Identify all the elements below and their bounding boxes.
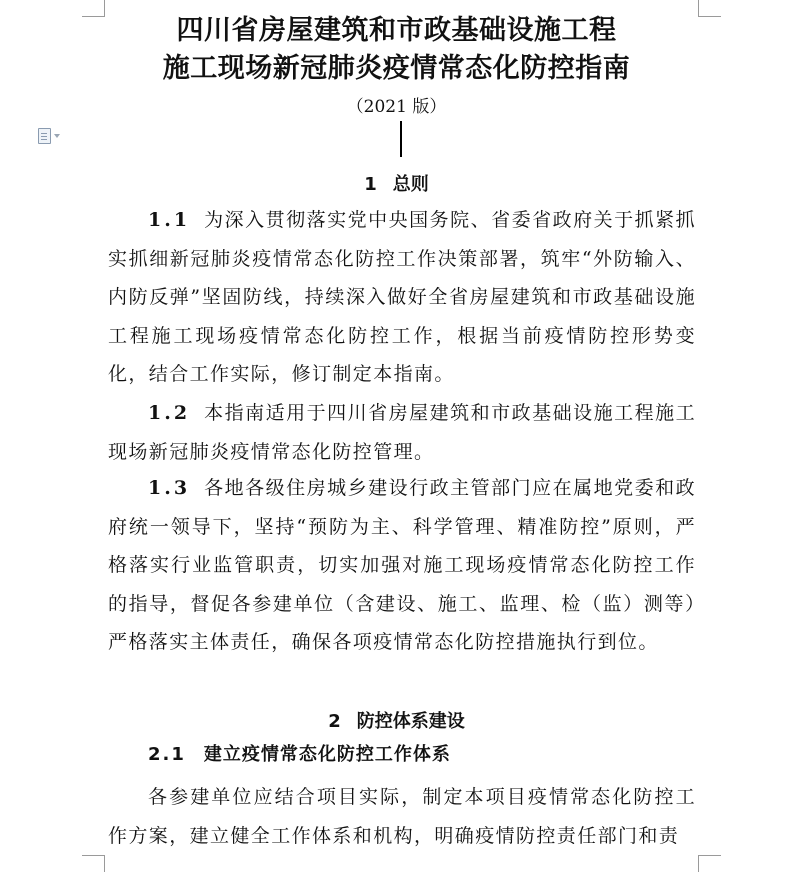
- paragraph-1-1[interactable]: [108, 201, 696, 394]
- paragraph-number: 1.2: [148, 402, 191, 424]
- paragraph-2-1[interactable]: [108, 778, 696, 855]
- section-number: 2: [328, 711, 341, 732]
- subsection-title: 建立疫情常态化防控工作体系: [203, 744, 451, 765]
- section-title: 防控体系建设: [356, 711, 465, 732]
- document-title-line1: 四川省房屋建筑和市政基础设施工程: [176, 15, 617, 46]
- paragraph-text: 为深入贯彻落实党中央国务院、省委省政府关于抓紧抓实抓细新冠肺炎疫情常态化防控工作决策部署，筑牢“外防输入、内防反弹”坚固防线，持续深入做好全省房屋建筑和市政基础设施工程施工现场疫情常态化防控工作，根据当前疫情防控形势变化，结合工作实际，修订制定本指南。: [108, 209, 696, 385]
- caret-down-icon: [54, 134, 60, 138]
- text-cursor: [400, 121, 402, 157]
- subsection-number: 2.1: [148, 744, 186, 765]
- paste-options-icon[interactable]: [38, 128, 60, 144]
- section-heading-1: [0, 170, 793, 196]
- subsection-heading-2-1: [148, 740, 451, 766]
- paragraph-1-3[interactable]: [108, 469, 696, 662]
- paragraph-number: 1.1: [148, 209, 191, 231]
- paragraph-number: 1.3: [148, 477, 191, 499]
- section-title: 总则: [392, 174, 429, 195]
- section-number: 1: [364, 174, 377, 195]
- document-icon: [38, 128, 51, 144]
- crop-mark-bottom-right: [698, 855, 721, 872]
- paragraph-text: 各参建单位应结合项目实际，制定本项目疫情常态化防控工作方案，建立健全工作体系和机构，明确疫情防控责任部门和责: [108, 786, 696, 847]
- paragraph-1-2[interactable]: [108, 394, 696, 471]
- paragraph-text: 各地各级住房城乡建设行政主管部门应在属地党委和政府统一领导下，坚持“预防为主、科学管理、精准防控”原则，严格落实行业监管职责，切实加强对施工现场疫情常态化防控工作的指导，督促各参建单位（含建设、施工、监理、检（监）测等）严格落实主体责任，确保各项疫情常态化防控措施执行到位。: [108, 477, 696, 653]
- crop-mark-bottom-left: [82, 855, 105, 872]
- document-edition: （2021 版）: [346, 97, 447, 117]
- document-title-line2: 施工现场新冠肺炎疫情常态化防控指南: [162, 53, 631, 84]
- section-heading-2: [0, 707, 793, 733]
- paragraph-text: 本指南适用于四川省房屋建筑和市政基础设施工程施工现场新冠肺炎疫情常态化防控管理。: [108, 402, 696, 463]
